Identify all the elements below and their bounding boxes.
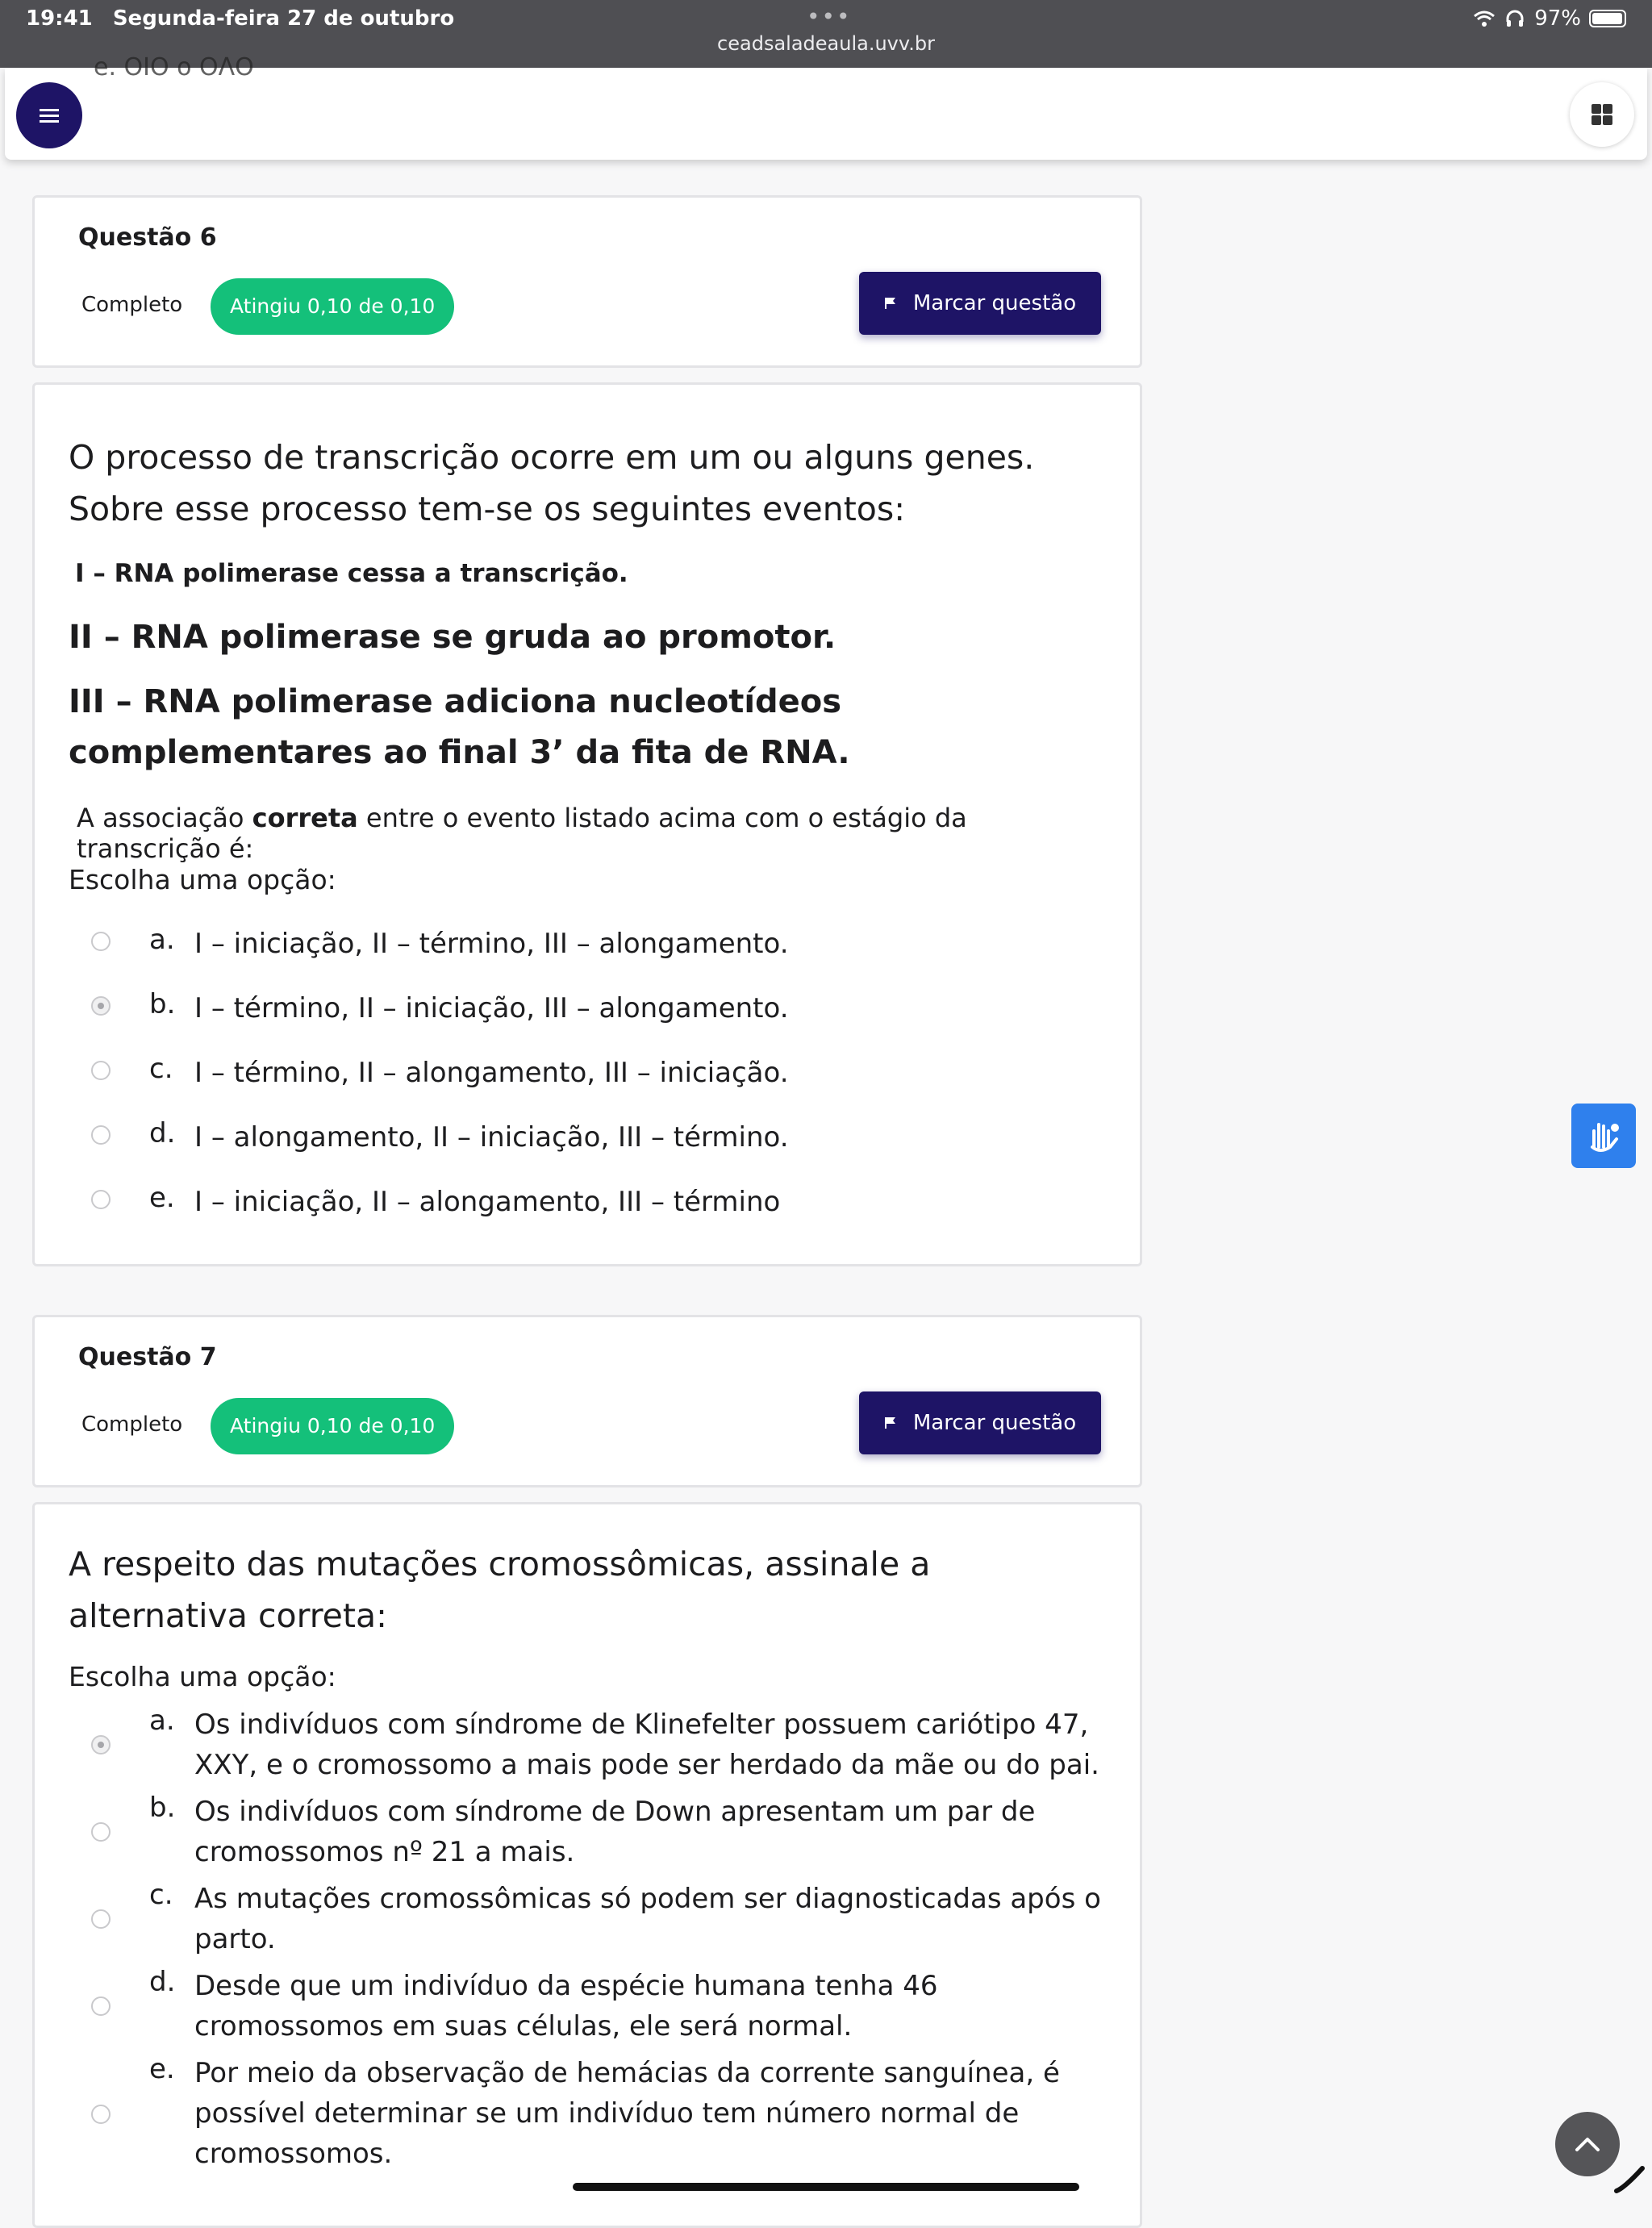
home-indicator[interactable] <box>573 2183 1079 2191</box>
question-state: Completo <box>81 1412 183 1437</box>
hamburger-icon <box>38 106 60 124</box>
option-d[interactable] <box>91 1117 1108 1158</box>
association-before: A associação <box>77 803 252 833</box>
radio-button[interactable] <box>91 1909 111 1929</box>
flag-question-button[interactable] <box>859 1391 1101 1454</box>
option-b[interactable] <box>91 1792 1108 1872</box>
option-text: I – alongamento, II – iniciação, III – término. <box>194 1121 789 1154</box>
flag-question-label: Marcar questão <box>912 291 1077 315</box>
question-7-info <box>32 1315 1142 1487</box>
radio-button-selected[interactable] <box>91 1735 111 1754</box>
option-a[interactable] <box>91 1704 1108 1785</box>
option-letter: c. <box>149 1053 173 1085</box>
headphones-icon <box>1504 9 1526 28</box>
battery-percent: 97% <box>1534 6 1581 31</box>
choose-option-prompt: Escolha uma opção: <box>69 864 336 895</box>
flag-question-button[interactable] <box>859 272 1101 335</box>
option-letter: d. <box>149 1117 176 1149</box>
radio-button[interactable] <box>91 1061 111 1080</box>
menu-button[interactable] <box>16 82 82 148</box>
radio-button[interactable] <box>91 1190 111 1209</box>
option-d[interactable] <box>91 1966 1108 2047</box>
option-letter: c. <box>149 1879 173 1911</box>
option-a[interactable] <box>91 924 1108 964</box>
flag-icon <box>884 1416 899 1429</box>
battery-icon <box>1589 10 1626 27</box>
question-text: O processo de transcrição ocorre em um ou alguns genes. Sobre esse processo tem-se os seguintes eventos: <box>69 438 1035 528</box>
event-2: II – RNA polimerase se gruda ao promotor. <box>69 619 836 656</box>
association-bold: correta <box>252 803 358 833</box>
flag-icon <box>884 297 899 310</box>
top-app-bar <box>5 53 1647 160</box>
grade-badge: Atingiu 0,10 de 0,10 <box>211 1398 454 1454</box>
course-index-button[interactable] <box>1570 82 1634 147</box>
flag-question-label: Marcar questão <box>912 1411 1077 1435</box>
option-e[interactable] <box>91 1182 1108 1222</box>
option-b[interactable] <box>91 988 1108 1028</box>
status-date: Segunda-feira 27 de outubro <box>112 6 455 31</box>
option-letter: a. <box>149 1704 175 1737</box>
choose-option-prompt: Escolha uma opção: <box>69 1661 336 1692</box>
chevron-up-icon <box>1574 2135 1601 2153</box>
scroll-to-top-button[interactable] <box>1555 2112 1620 2176</box>
event-1: I – RNA polimerase cessa a transcrição. <box>75 559 628 588</box>
question-text: A respeito das mutações cromossômicas, assinale a alternativa correta: <box>69 1545 931 1635</box>
option-text: I – iniciação, II – término, III – alongamento. <box>194 928 789 960</box>
association-text <box>77 803 1108 864</box>
event-3: III – RNA polimerase adiciona nucleotídeos complementares ao final 3’ da fita de RNA. <box>69 683 850 771</box>
radio-button[interactable] <box>91 1996 111 2016</box>
question-6-content <box>32 382 1142 1266</box>
pencil-handle-icon <box>1613 2162 1646 2194</box>
wifi-icon <box>1473 9 1496 28</box>
tab-dots[interactable]: ••• <box>807 3 852 30</box>
scrolled-partial-text: e. ΟΙΟ ο ΟΛΟ <box>94 53 254 81</box>
option-letter: b. <box>149 988 176 1020</box>
option-text: Por meio da observação de hemácias da corrente sanguínea, é possível determinar se um indivíduo tem número normal de cromossomos. <box>194 2057 1060 2170</box>
radio-button[interactable] <box>91 1125 111 1145</box>
question-title: Questão 7 <box>78 1343 217 1371</box>
radio-button[interactable] <box>91 932 111 951</box>
option-letter: e. <box>149 2053 175 2085</box>
question-title: Questão 6 <box>78 223 217 252</box>
radio-button-selected[interactable] <box>91 996 111 1016</box>
option-c[interactable] <box>91 1879 1108 1959</box>
option-text: I – término, II – alongamento, III – iniciação. <box>194 1057 789 1089</box>
question-6-info <box>32 195 1142 368</box>
question-state: Completo <box>81 293 183 317</box>
grade-badge: Atingiu 0,10 de 0,10 <box>211 278 454 335</box>
option-text: I – iniciação, II – alongamento, III – término <box>194 1186 781 1218</box>
status-left <box>26 6 454 31</box>
option-text: Desde que um indivíduo da espécie humana tenha 46 cromossomos em suas células, ele será normal. <box>194 1970 938 2042</box>
option-text: Os indivíduos com síndrome de Klinefelter possuem cariótipo 47, XXY, e o cromossomo a mais pode ser herdado da mãe ou do pai. <box>194 1709 1099 1781</box>
option-c[interactable] <box>91 1053 1108 1093</box>
option-letter: e. <box>149 1182 175 1214</box>
association-after: entre o evento listado acima com o estágio da transcrição é: <box>77 803 967 864</box>
status-time: 19:41 <box>26 6 93 31</box>
option-text: As mutações cromossômicas só podem ser diagnosticadas após o parto. <box>194 1883 1101 1955</box>
option-text: Os indivíduos com síndrome de Down apresentam um par de cromossomos nº 21 a mais. <box>194 1796 1036 1868</box>
sign-language-button[interactable] <box>1571 1104 1636 1168</box>
option-letter: d. <box>149 1966 176 1998</box>
radio-button[interactable] <box>91 2105 111 2124</box>
option-letter: b. <box>149 1792 176 1824</box>
option-letter: a. <box>149 924 175 956</box>
radio-button[interactable] <box>91 1822 111 1842</box>
sign-language-icon <box>1583 1115 1625 1157</box>
status-right <box>1473 6 1626 31</box>
option-text: I – término, II – iniciação, III – alongamento. <box>194 992 789 1024</box>
address-url[interactable]: ceadsaladeaula.uvv.br <box>717 32 935 55</box>
question-7-content <box>32 1502 1142 2228</box>
option-e[interactable] <box>91 2053 1108 2174</box>
grid-icon <box>1590 102 1614 127</box>
